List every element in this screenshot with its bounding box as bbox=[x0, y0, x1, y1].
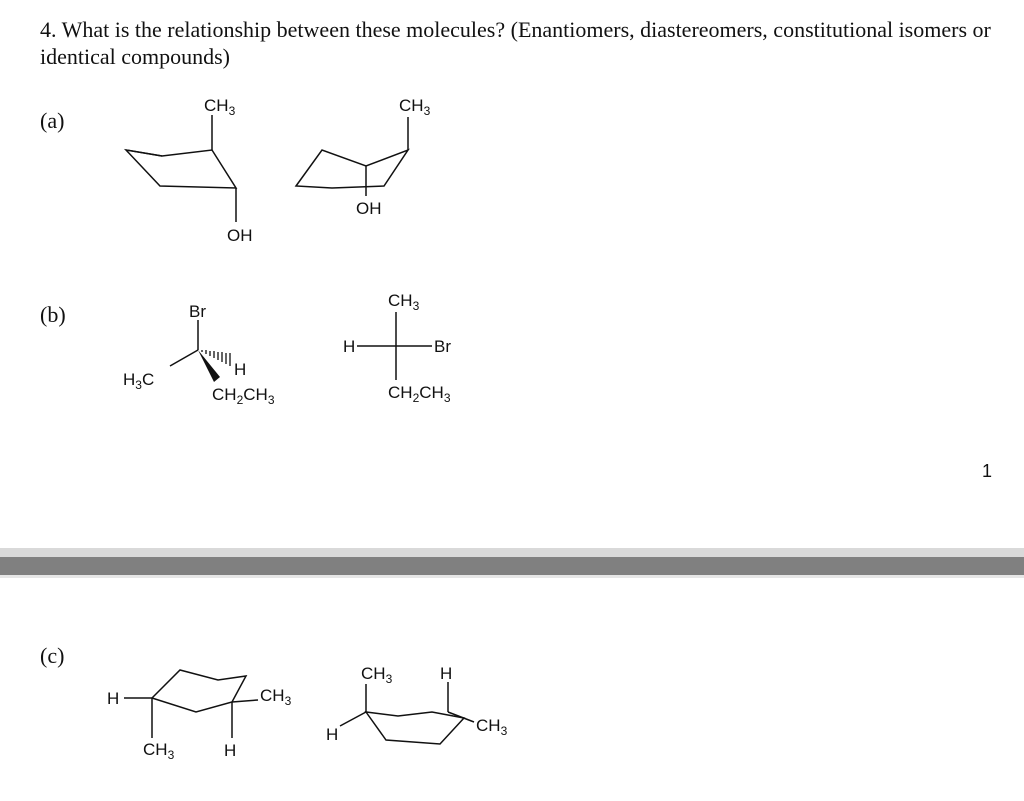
page-number: 1 bbox=[982, 461, 993, 481]
part-a-label: (a) bbox=[40, 108, 65, 133]
ch3-label: CH bbox=[361, 664, 386, 683]
ch3-label: CH bbox=[476, 716, 501, 735]
svg-text:CH3: $CH_3$ bbox=[204, 96, 236, 118]
h-label: H bbox=[326, 725, 339, 744]
ch3-label: CH bbox=[204, 96, 229, 115]
svg-text:CH3: $CH_3$ bbox=[260, 686, 292, 708]
ch3-label: CH bbox=[143, 740, 168, 759]
molecule-b1 bbox=[123, 302, 275, 407]
question-text: 4. What is the relationship between these molecules? (Enantiomers, diastereomers, constitutional isomers or identical compounds) bbox=[40, 17, 991, 69]
ch3-label: CH bbox=[388, 291, 413, 310]
svg-text:H3C: $H_3C$ bbox=[123, 370, 155, 392]
h-label: H bbox=[440, 664, 453, 683]
oh-label: OH bbox=[227, 226, 253, 245]
svg-text:CH3: $CH_3$ bbox=[399, 96, 431, 118]
ch2ch3-label: CH bbox=[212, 385, 237, 404]
molecule-a1 bbox=[126, 96, 253, 245]
svg-text:CH3: $CH_3$ bbox=[143, 740, 175, 762]
molecule-a2 bbox=[296, 96, 431, 218]
ch3-label: CH bbox=[260, 686, 285, 705]
ch3-label: CH bbox=[399, 96, 424, 115]
br-label: Br bbox=[434, 337, 451, 356]
part-b-label: (b) bbox=[40, 302, 66, 327]
svg-text:CH3: $CH_3$ bbox=[361, 664, 393, 686]
h-label: H bbox=[224, 741, 237, 760]
svg-text:CH2CH3: $CH_2CH_3$ bbox=[388, 383, 451, 405]
ch2ch3-label: CH bbox=[388, 383, 413, 402]
molecule-c2 bbox=[326, 664, 508, 744]
h-label: H bbox=[234, 360, 247, 379]
svg-text:CH3: $CH_3$ bbox=[388, 291, 420, 313]
oh-label: OH bbox=[356, 199, 382, 218]
svg-text:CH2CH3: $CH_2CH_3$ bbox=[212, 385, 275, 407]
molecule-b2 bbox=[343, 291, 451, 405]
h-label: H bbox=[343, 337, 356, 356]
part-c-label: (c) bbox=[40, 643, 65, 668]
molecule-c1 bbox=[107, 670, 292, 762]
br-label: Br bbox=[189, 302, 206, 321]
h-label: H bbox=[107, 689, 120, 708]
svg-text:CH3: $CH_3$ bbox=[476, 716, 508, 738]
h3c-label: H bbox=[123, 370, 136, 389]
